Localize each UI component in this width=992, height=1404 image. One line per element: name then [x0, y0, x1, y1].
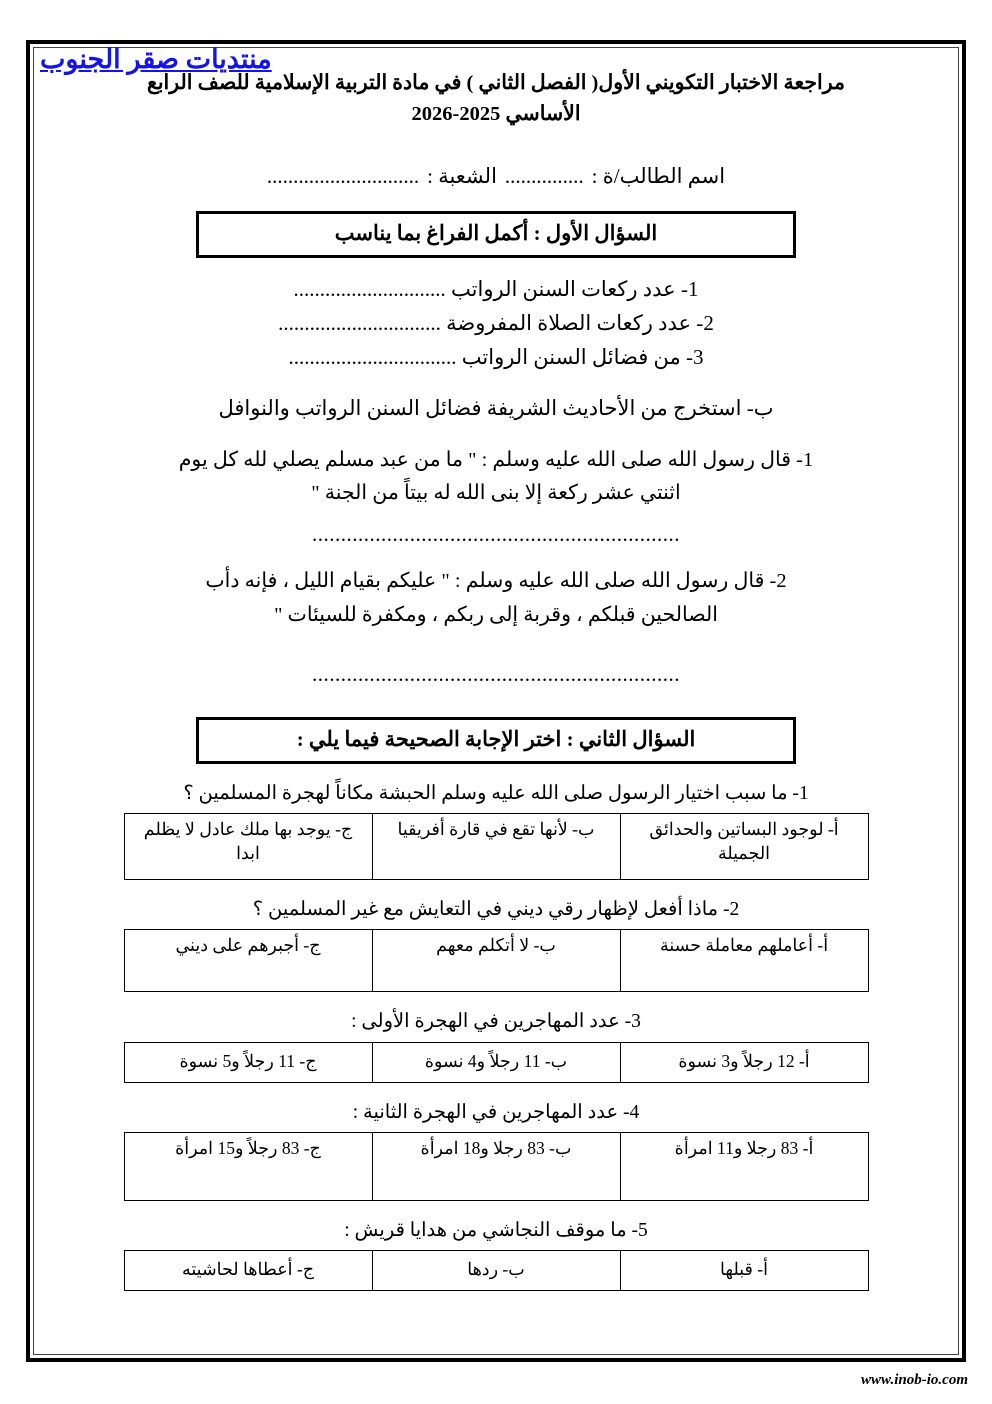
hadith-1-line-2: اثنتي عشر ركعة إلا بنى الله له بيتاً من الجنة ": [311, 482, 681, 505]
forum-watermark: منتديات صقر الجنوب: [40, 44, 272, 74]
hadith-1-line-1: 1- قال رسول الله صلى الله عليه وسلم : " ما من عبد مسلم يصلي لله كل يوم: [178, 448, 814, 471]
mcq-item-5: [66, 1217, 926, 1291]
hadith-2-answer-line[interactable]: ................................................................: [312, 661, 680, 686]
mcq-1-options-table: [124, 813, 869, 880]
student-info-row: [66, 164, 926, 189]
mcq-item-3: [66, 1008, 926, 1082]
mcq-4-options-table: [124, 1132, 869, 1201]
mcq-1-option-b[interactable]: ب- لأنها تقع في قارة أفريقيا: [372, 814, 620, 880]
student-name-label: اسم الطالب/ة :: [591, 164, 726, 189]
mcq-2-option-b[interactable]: ب- لا أتكلم معهم: [372, 930, 620, 992]
mcq-3-option-b[interactable]: ب- 11 رجلاً و4 نسوة: [372, 1042, 620, 1082]
question-two-header-label: السؤال الثاني : اختر الإجابة الصحيحة فيما يلي :: [296, 726, 696, 751]
hadith-1-answer-line[interactable]: ................................................................: [312, 522, 680, 547]
mcq-item-1: [66, 780, 926, 880]
mcq-5-prompt: 5- ما موقف النجاشي من هدايا قريش :: [344, 1219, 648, 1241]
fill-blank-item-2[interactable]: 2- عدد ركعات الصلاة المفروضة ...............................: [278, 311, 714, 336]
hadith-2-line-1: 2- قال رسول الله صلى الله عليه وسلم : " عليكم بقيام الليل ، فإنه دأب: [205, 570, 787, 593]
mcq-2-prompt: 2- ماذا أفعل لإظهار رقي ديني في التعايش مع غير المسلمين ؟: [252, 899, 740, 921]
mcq-5-options-table: [124, 1250, 869, 1291]
hadith-2-line-2: الصالحين قبلكم ، وقربة إلى ربكم ، ومكفرة للسيئات ": [274, 603, 718, 626]
student-section-label: الشعبة :: [427, 164, 497, 189]
mcq-3-options-table: [124, 1042, 869, 1083]
mcq-item-4: [66, 1099, 926, 1201]
page-title: [66, 68, 926, 130]
mcq-4-option-a[interactable]: أ- 83 رجلا و11 امرأة: [620, 1132, 868, 1200]
fill-blank-item-3[interactable]: 3- من فضائل السنن الرواتب ................................: [288, 345, 704, 370]
student-section-field[interactable]: .............................: [266, 164, 420, 189]
question-two-header-box: [196, 717, 796, 764]
mcq-4-option-b[interactable]: ب- 83 رجلا و18 امرأة: [372, 1132, 620, 1200]
page-title-line-2: الأساسي 2025-2026: [411, 103, 581, 126]
mcq-2-options-table: [124, 929, 869, 992]
table-row: [124, 1132, 868, 1200]
mcq-4-option-c[interactable]: ج- 83 رجلاً و15 امرأة: [124, 1132, 372, 1200]
table-row: [124, 1251, 868, 1291]
site-url-footer[interactable]: www.inob-io.com: [861, 1372, 968, 1388]
table-row: [124, 1042, 868, 1082]
worksheet-page: [32, 46, 960, 1356]
mcq-3-option-a[interactable]: أ- 12 رجلاً و3 نسوة: [620, 1042, 868, 1082]
mcq-3-option-c[interactable]: ج- 11 رجلاً و5 نسوة: [124, 1042, 372, 1082]
page-title-line-1: مراجعة الاختبار التكويني الأول( الفصل الثاني ) في مادة التربية الإسلامية للصف الرابع: [146, 72, 846, 94]
table-row: [124, 930, 868, 992]
mcq-2-option-c[interactable]: ج- أجبرهم على ديني: [124, 930, 372, 992]
mcq-3-prompt: 3- عدد المهاجرين في الهجرة الأولى :: [351, 1011, 641, 1033]
mcq-1-option-a[interactable]: أ- لوجود البساتين والحدائق الجميلة: [620, 814, 868, 880]
mcq-4-prompt: 4- عدد المهاجرين في الهجرة الثانية :: [352, 1101, 640, 1123]
hadith-item-2: [66, 565, 926, 631]
question-one-header-label: السؤال الأول : أكمل الفراغ بما يناسب: [334, 221, 658, 246]
fill-blank-item-1[interactable]: 1- عدد ركعات السنن الرواتب .............................: [293, 277, 699, 302]
fill-blank-list: [66, 272, 926, 374]
mcq-1-prompt: 1- ما سبب اختيار الرسول صلى الله عليه وسلم الحبشة مكاناً لهجرة المسلمين ؟: [183, 782, 809, 804]
mcq-1-option-c[interactable]: ج- يوجد بها ملك عادل لا يظلم ابدا: [124, 814, 372, 880]
student-name-field[interactable]: ...............: [504, 164, 584, 189]
mcq-5-option-b[interactable]: ب- ردها: [372, 1251, 620, 1291]
mcq-item-2: [66, 896, 926, 992]
hadith-item-1: [66, 444, 926, 510]
table-row: [124, 814, 868, 880]
mcq-5-option-a[interactable]: أ- قبلها: [620, 1251, 868, 1291]
mcq-2-option-a[interactable]: أ- أعاملهم معاملة حسنة: [620, 930, 868, 992]
part-b-prompt: ب- استخرج من الأحاديث الشريفة فضائل السنن الرواتب والنوافل: [218, 396, 774, 421]
mcq-5-option-c[interactable]: ج- أعطاها لحاشيته: [124, 1251, 372, 1291]
question-one-header-box: [196, 211, 796, 258]
